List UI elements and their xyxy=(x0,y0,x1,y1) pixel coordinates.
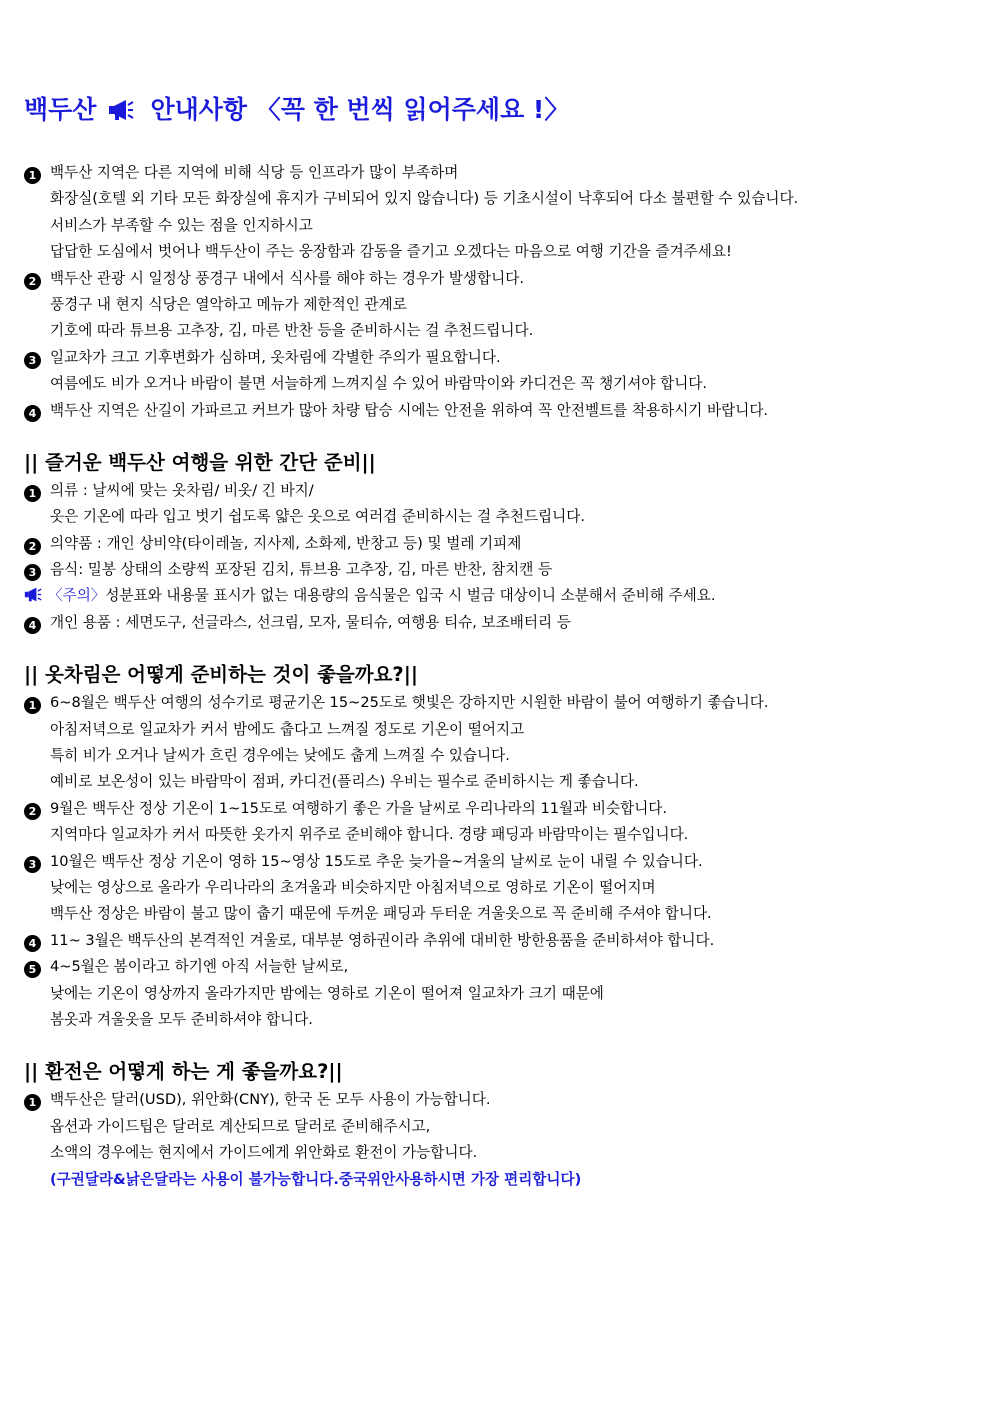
clothing-1-line-2: 아침저녁으로 일교차가 커서 밤에도 춥다고 느껴질 정도로 기온이 떨어지고 xyxy=(50,720,525,738)
prep-notice xyxy=(24,583,964,609)
clothing-1-line-3: 특히 비가 오거나 날씨가 흐린 경우에는 낮에도 춥게 느껴질 수 있습니다. xyxy=(50,747,510,765)
intro-3-line-1: 3 일교차가 크고 기후변화가 심하며, 옷차림에 각별한 주의가 필요합니다. xyxy=(24,345,964,371)
bullet-number: 1 xyxy=(24,485,41,502)
currency-1-line-1: 1 백두산은 달러(USD), 위안화(CNY), 한국 돈 모두 사용이 가능합니다. xyxy=(24,1087,964,1113)
currency-1-line-3: 소액의 경우에는 현지에서 가이드에게 위안화로 환전이 가능합니다. xyxy=(50,1144,478,1162)
prep-2-line-1: 2 의약품 : 개인 상비약(타이레놀, 지사제, 소화제, 반창고 등) 및 벌레 기피제 xyxy=(24,531,964,557)
bullet-number: 1 xyxy=(24,697,41,714)
intro-1-line-2: 화장실(호텔 외 기타 모든 화장실에 휴지가 구비되어 있지 않습니다) 등 기초시설이 낙후되어 다소 불편할 수 있습니다. xyxy=(50,190,799,208)
bullet-number: 2 xyxy=(24,538,41,555)
title-right: 안내사항 〈꼭 한 번씩 읽어주세요 !〉 xyxy=(150,95,570,124)
bullet-number: 4 xyxy=(24,935,41,952)
document-page xyxy=(24,88,964,1193)
bullet-number: 2 xyxy=(24,273,41,290)
bullet-number: 4 xyxy=(24,617,41,634)
clothing-1-line-4: 예비로 보온성이 있는 바람막이 점퍼, 카디건(플리스) 우비는 필수로 준비하시는 게 좋습니다. xyxy=(50,773,639,791)
prep-1-line-2: 옷은 기온에 따라 입고 벗기 쉽도록 얇은 옷으로 여러겹 준비하시는 걸 추천드립니다. xyxy=(50,508,585,526)
intro-1-line-3: 서비스가 부족할 수 있는 점을 인지하시고 xyxy=(50,216,313,234)
intro-1-line-1: 1 백두산 지역은 다른 지역에 비해 식당 등 인프라가 많이 부족하며 xyxy=(24,160,964,186)
notice-text: 성분표와 내용물 표시가 없는 대용량의 음식물은 입국 시 벌금 대상이니 소분해서 준비해 주세요. xyxy=(105,587,716,605)
intro-4-line-1: 4 백두산 지역은 산길이 가파르고 커브가 많아 차량 탑승 시에는 안전을 위하여 꼭 안전벨트를 착용하시기 바랍니다. xyxy=(24,398,964,424)
intro-2-line-1: 2 백두산 관광 시 일정상 풍경구 내에서 식사를 해야 하는 경우가 발생합니다. xyxy=(24,266,964,292)
intro-section xyxy=(24,160,964,424)
clothing-1-line-1: 1 6~8월은 백두산 여행의 성수기로 평균기온 15~25도로 햇빛은 강하지만 시원한 바람이 불어 여행하기 좋습니다. xyxy=(24,690,964,716)
title-left: 백두산 xyxy=(24,95,97,124)
currency-section xyxy=(24,1087,964,1193)
bullet-number: 3 xyxy=(24,564,41,581)
currency-heading: || 환전은 어떻게 하는 게 좋을까요?|| xyxy=(24,1060,343,1084)
clothing-4-line-1: 4 11~ 3월은 백두산의 본격적인 겨울로, 대부분 영하권이라 추위에 대비한 방한용품을 준비하셔야 합니다. xyxy=(24,928,964,954)
bullet-number: 5 xyxy=(24,961,41,978)
bullet-number: 2 xyxy=(24,803,41,820)
clothing-section xyxy=(24,690,964,1033)
intro-1-line-4: 답답한 도심에서 벗어나 백두산이 주는 웅장함과 감동을 즐기고 오겠다는 마음으로 여행 기간을 즐겨주세요! xyxy=(50,243,732,261)
bullet-number: 1 xyxy=(24,167,41,184)
clothing-5-line-2: 낮에는 기온이 영상까지 올라가지만 밤에는 영하로 기온이 떨어져 일교차가 크기 때문에 xyxy=(50,984,604,1002)
page-title xyxy=(24,88,964,132)
prep-1-line-1: 1 의류 : 날씨에 맞는 옷차림/ 비옷/ 긴 바지/ xyxy=(24,478,964,504)
intro-2-line-3: 기호에 따라 튜브용 고추장, 김, 마른 반찬 등을 준비하시는 걸 추천드립니다. xyxy=(50,322,534,340)
currency-1-line-2: 옵션과 가이드팁은 달러로 계산되므로 달러로 준비해주시고, xyxy=(50,1117,431,1135)
prep-4-line-1: 4 개인 용품 : 세면도구, 선글라스, 선크림, 모자, 물티슈, 여행용 티슈, 보조배터리 등 xyxy=(24,610,964,636)
clothing-3-line-2: 낮에는 영상으로 올라가 우리나라의 초겨울과 비슷하지만 아침저녁으로 영하로 기온이 떨어지며 xyxy=(50,878,656,896)
bullet-number: 3 xyxy=(24,352,41,369)
intro-2-line-2: 풍경구 내 현지 식당은 열악하고 메뉴가 제한적인 관계로 xyxy=(50,295,407,313)
megaphone-icon xyxy=(24,587,42,602)
bullet-number: 4 xyxy=(24,405,41,422)
prep-3-line-1: 3 음식: 밀봉 상태의 소량씩 포장된 김치, 튜브용 고추장, 김, 마른 반찬, 참치캔 등 xyxy=(24,557,964,583)
clothing-2-line-2: 지역마다 일교차가 커서 따뜻한 옷가지 위주로 준비해야 합니다. 경량 패딩과 바람막이는 필수입니다. xyxy=(50,826,689,844)
bullet-number: 3 xyxy=(24,856,41,873)
clothing-3-line-3: 백두산 정상은 바람이 불고 많이 춥기 때문에 두꺼운 패딩과 두터운 겨울옷으로 꼭 준비해 주셔야 합니다. xyxy=(50,905,712,923)
clothing-5-line-3: 봄옷과 겨울옷을 모두 준비하셔야 합니다. xyxy=(50,1010,313,1028)
clothing-3-line-1: 3 10월은 백두산 정상 기온이 영하 15~영상 15도로 추운 늦가을~겨울의 날씨로 눈이 내릴 수 있습니다. xyxy=(24,849,964,875)
notice-label: 〈주의〉 xyxy=(48,587,106,605)
clothing-heading: || 옷차림은 어떻게 준비하는 것이 좋을까요?|| xyxy=(24,663,418,687)
prep-heading: || 즐거운 백두산 여행을 위한 간단 준비|| xyxy=(24,450,376,474)
clothing-5-line-1: 5 4~5월은 봄이라고 하기엔 아직 서늘한 날씨로, xyxy=(24,954,964,980)
bullet-number: 1 xyxy=(24,1094,41,1111)
currency-note: (구권달라&낡은달라는 사용이 불가능합니다.중국위안사용하시면 가장 편리합니다) xyxy=(50,1170,582,1188)
intro-3-line-2: 여름에도 비가 오거나 바람이 불면 서늘하게 느껴지실 수 있어 바람막이와 카디건은 꼭 챙기셔야 합니다. xyxy=(50,375,708,393)
megaphone-icon xyxy=(108,99,134,121)
clothing-2-line-1: 2 9월은 백두산 정상 기온이 1~15도로 여행하기 좋은 가을 날씨로 우리나라의 11월과 비슷합니다. xyxy=(24,796,964,822)
prep-section xyxy=(24,478,964,636)
